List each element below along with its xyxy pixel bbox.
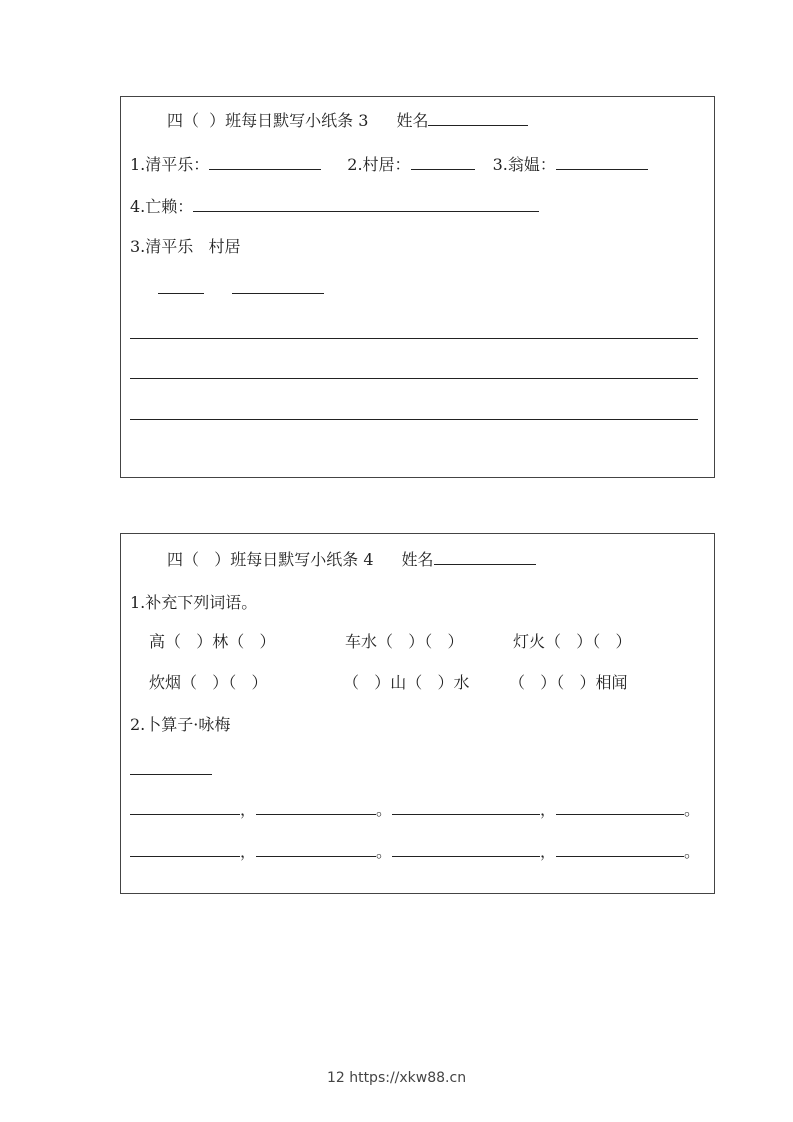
answer-blank[interactable]: [256, 842, 376, 857]
answer-blank[interactable]: [232, 279, 324, 294]
poem-line: [130, 842, 700, 862]
word-item: 炊烟（ ）（ ）: [149, 673, 268, 692]
writing-line[interactable]: [130, 338, 698, 339]
question-1: 1.补充下列词语。: [130, 593, 258, 612]
author-blanks: [158, 279, 324, 299]
title-text: 四（ ）班每日默写小纸条 3: [167, 111, 369, 130]
word-item: 高（ ）林（ ）: [149, 632, 276, 651]
period: 。: [684, 842, 701, 861]
answer-blank[interactable]: [411, 155, 475, 170]
name-label: 姓名: [396, 111, 429, 130]
dictation-card-3: [120, 96, 715, 478]
q4-label: 4.亡赖：: [130, 197, 194, 216]
answer-blank[interactable]: [130, 760, 212, 775]
question-2: 2.卜算子·咏梅: [130, 715, 231, 734]
answer-blank[interactable]: [209, 155, 321, 170]
period: 。: [684, 800, 701, 819]
question-row-4: [130, 197, 539, 217]
period: 。: [376, 800, 393, 819]
answer-blank[interactable]: [256, 800, 376, 815]
answer-blank[interactable]: [556, 155, 648, 170]
word-item: （ ）（ ）相闻: [509, 673, 628, 692]
writing-line[interactable]: [130, 419, 698, 420]
word-item: （ ）山（ ）水: [343, 673, 470, 692]
answer-blank[interactable]: [193, 197, 539, 212]
name-label: 姓名: [401, 550, 434, 569]
dictation-card-4: [120, 533, 715, 894]
name-blank[interactable]: [434, 550, 536, 565]
name-blank[interactable]: [428, 111, 528, 126]
answer-blank[interactable]: [392, 800, 540, 815]
period: 。: [376, 842, 393, 861]
card-title: [167, 111, 528, 131]
section-heading: 3.清平乐 村居: [130, 237, 241, 256]
page-footer: 12 https://xkw88.cn: [326, 1070, 467, 1086]
poem-line: [130, 800, 700, 820]
answer-blank[interactable]: [158, 279, 204, 294]
writing-line[interactable]: [130, 378, 698, 379]
comma: ，: [240, 842, 257, 861]
answer-blank[interactable]: [130, 800, 240, 815]
q2-label: 2.村居：: [347, 155, 411, 174]
answer-blank[interactable]: [556, 842, 684, 857]
card-title: [167, 550, 536, 570]
question-row-1: [130, 155, 648, 175]
answer-blank[interactable]: [130, 842, 240, 857]
answer-blank[interactable]: [556, 800, 684, 815]
comma: ，: [540, 842, 557, 861]
comma: ，: [240, 800, 257, 819]
answer-blank[interactable]: [392, 842, 540, 857]
comma: ，: [540, 800, 557, 819]
q3-label: 3.翁媪：: [492, 155, 556, 174]
title-text: 四（ ）班每日默写小纸条 4: [167, 550, 374, 569]
word-item: 车水（ ）（ ）: [345, 632, 464, 651]
author-blank-row: [130, 760, 212, 780]
q1-label: 1.清平乐：: [130, 155, 210, 174]
word-item: 灯火（ ）（ ）: [513, 632, 632, 651]
